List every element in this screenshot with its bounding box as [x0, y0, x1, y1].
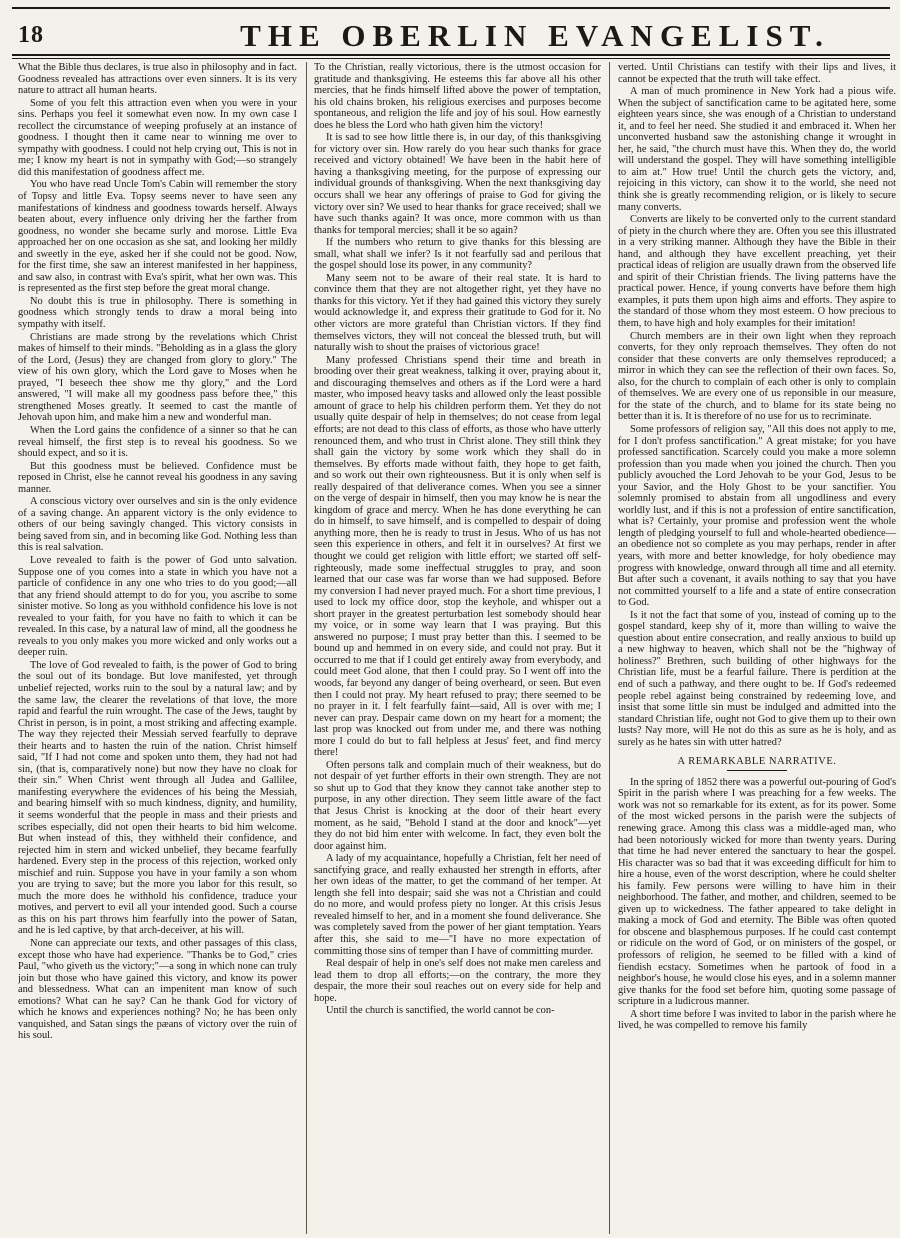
column-divider — [306, 62, 307, 1234]
paragraph: No doubt this is true in philosophy. There is something in goodness which strongly tends to draw a moral being into sympathy with itself. — [18, 295, 297, 331]
paragraph: Until the church is sanctified, the world cannot be con- — [326, 1005, 555, 1017]
section-title: A REMARKABLE NARRATIVE. — [677, 756, 837, 768]
paragraph: You who have read Uncle Tom's Cabin will remember the story of Topsy and little Eva. Topsy seems never to have seen any manifestations of kindness and goodness towards herself. Always beaten about, every influence only driving her the farther from goodness, no wonder she became surly and morose. Little Eva approached her on one occasion as she sat, and looking her mildly and sweetly in the eye, asked her if she could not be good. Now, for the first time, she saw an interest manifested in her happiness, and saw also, in contrast with Eva's spirit, what her own was. This is represented as the first step before the great moral change. — [18, 179, 297, 295]
column-1 — [18, 62, 297, 1234]
paragraph: Many professed Christians spend their time and breath in brooding over their great weakness, talking it over, praying about it, and discouraging themselves and others as if the Lord were a hard master, who imposed heavy tasks and allowed only the least possible amount of grace to help his children perform them. Yet they do not usually quite despair of help in themselves; do not cease from legal efforts; are not dead to this class of efforts, as those who have utterly renounced them, and who trust in Christ alone. They still think they shall gain the victory by some work which they shall do in themselves. By efforts made without faith, they hope to get faith, and so work out their own righteousness. But it is only when self is really despaired of that deliverance comes. When you see a sinner on the verge of despair in himself, then you may know he is near the kingdom of grace and mercy. When he has done everything he can do in himself, to save himself, and is compelled to despair of doing anything more, then he is ready to trust in Jesus. Who of us has not seen this experience in others, and felt it in ourselves? At first we thought we could get religion with little effort; we started off self-righteously, made some ineffectual struggles to pray, and soon learned that our case was far worse than we had supposed. Before my conversion I had never prayed much. For a short time previous, I used to lock my office door, stop the keyhole, and whisper out a short prayer in the greatest perturbation lest somebody should hear my voice, or in some way learn that I was praying. But this answered no purpose; I must pray better than this. I seemed to be bound up and hemmed in on every side, and could not pray. But it occurred to me that if I could get entirely away from everybody, and could meet God alone, that then I could pray. So I went off into the woods, far beyond any danger of being overheard, or seen. But even then I could not pray. My heart refused to pray; there seemed to be no prayer in it. I felt fearfully faint—said, All is over with me; I never can pray. Despair came down on my heart for a moment; the last prop was knocked out from under me, and there was nothing more I could do but to fall helpless at Jesus' feet, and find mercy there! — [314, 354, 601, 759]
masthead-title: THE OBERLIN EVANGELIST. — [240, 18, 830, 53]
page-header — [0, 4, 900, 53]
paragraph: The love of God revealed to faith, is the power of God to bring the soul out of its bondage. But love manifested, yet through unbelief rejected, works ruin to the soul by a natural law; and by the same law, the clearer the revelations of that love, the more rapid and fearful the ruin wrought. The case of the Jews, taught by Christ in person, is in point, a most striking and affecting example. The way they rejected their Messiah served fearfully to deprave their hearts and to hasten the ruin of the nation. Christ himself said, "If I had not come and spoken unto them, they had not had sin, (that is, comparatively none) but now they have no cloak for their sin." When Christ went through all Judea and Gallilee, manifesting everywhere the evidences of his being the Messiah, and bearing himself with so much kindness, dignity, and humility, it seems wonderful that the people in mass and their priests and scribes especially, did not open their hearts to bid him welcome. But when instead of this, they withheld their confidence, and rejected him in stern and wicked unbelief, they became fearfully hardened. Every step in the process of this rejection, worked only mischief and ruin. Suppose you have in your family a son whom you are trying to save; but the more you labor for this result, so much the more does he withhold his confidence, traduce your motives, and pervert to evil all your intended good. Such a course as this on his part throws him fearfully into the power of Satan, and he is led captive, by that arch-deceiver, at his will. — [18, 659, 297, 937]
paragraph: A short time before I was invited to labor in the parish where he lived, he was compelled to remove his family — [618, 1008, 896, 1032]
paragraph: It is sad to see how little there is, in our day, of this thanksgiving for victory over sin. How rarely do you hear such thanks for grace received and victory obtained! We have been in the habit here of having a thanksgiving meeting, for the purpose of expressing our individual grounds of thanksgiving. When the next thanksgiving day occurs shall we hear any offerings of praise to God for giving the victory over sin? We used to hear thanks for grace received; shall we have such thanks again? It was once, more common with us than thanks for temporal mercies; shall it be so again? — [314, 132, 601, 236]
header-bottom-rule-thin — [12, 58, 890, 59]
paragraph: What the Bible thus declares, is true also in philosophy and in fact. Goodness revealed has attractions over even sinners. It is its very nature to attract all human hearts. — [18, 62, 297, 97]
paragraph: If the numbers who return to give thanks for this blessing are small, what shall we infer? Is it not fearfully sad and perilous that the gospel should lose its power, in any community? — [314, 237, 601, 272]
header-bottom-rule — [12, 54, 890, 56]
paragraph: But this goodness must be believed. Confidence must be reposed in Christ, else he cannot reveal his goodness in any saving manner. — [18, 460, 297, 495]
paragraph: To the Christian, really victorious, there is the utmost occasion for gratitude and thanksgiving. He esteems this far above all his other mercies, that he finds himself lifted above the power of temptation, his old chains broken, his religious exercises and purposes become spontaneous, and religion the life and joy of his soul. How earnestly does he bless the Lord who hath given him the victory! — [314, 62, 601, 131]
paragraph: Some of you felt this attraction even when you were in your sins. Perhaps you feel it somewhat even now. In my own case I recollect the circumstance of weeping profusely at an instance of goodness. I thought then it came near to winning me over to sympathy with goodness. I could not help crying out, This is not in me; I know my heart is not in sympathy with God;—so strangely did this manifestation of goodness affect me. — [18, 97, 297, 178]
paragraph: A man of much prominence in New York had a pious wife. When the subject of sanctification came to be agitated here, some eighteen years since, she was enough of a Christian to understand it, and to feel her need. She studied it and embraced it. When her unconverted husband saw the astonishing change it wrought in her, he said, "the church must have this. When they do, the world will understand the gospel. They will have something intelligible to aim at." How true! Until the church gets the victory, and, rejoicing in this victory, can show it to the world, she need not think she is greatly recommending religion, or is likely to secure many converts. — [618, 86, 896, 213]
column-3 — [618, 62, 896, 1234]
paragraph: Church members are in their own light when they reproach converts, for they only reproach themselves. They often do not consider that these converts are only themselves reproduced; a mirror in which they can see the reflection of their own faces. So, also, for the church to complain of each other is only to complain of themselves. We are every one of us reponsible in our measure, for the state of the church, and to blame for its state being no better than it is. It is therefore of no use for us to recriminate. — [618, 330, 896, 423]
paragraph: Real despair of help in one's self does not make men careless and lead them to drop all efforts;—on the contrary, the more they despair, the more their soul reaches out on every side for help and hope. — [314, 958, 601, 1004]
page-number: 18 — [18, 22, 44, 48]
paragraph: In the spring of 1852 there was a powerful out-pouring of God's Spirit in the parish where I was preaching for a few weeks. The work was not so remarkable for its extent, as for its power. Some of the most wicked persons in the parish were the subjects of renewing grace. Among this class was a middle-aged man, who had been notoriously wicked for more than twenty years. During that time he had never entered the sanctuary to hear the gospel. His character was so bad that it was exceeding difficult for him to hire a house, even of the worst description, where he could shelter his family. Few persons were willing to have him in their neighborhood. The father, and mother, and children, seemed to be given up to wickedness. The father appeared to take delight in making a mock of God and eternity. The Bible was often quoted for obscene and blasphemous purposes. If he could cast contempt or ridicule on the word of God, or on ministers of the gospel, or professors of religion, he seemed to be filled with a kind of fiendish ecstacy. Sometimes when he partook of food in a neighbor's house, he would close his eyes, and in a solemn manner give thanks for the food set before him, quoting some passage of scripture in a ludicrous manner. — [618, 776, 896, 1008]
paragraph: Converts are likely to be converted only to the current standard of piety in the church where they are. Often you see this illustrated in a very striking manner. Although they have the Bible in their hand, and although they have excellent preaching, yet their practical ideas of religion are usually drawn from the observed life and spirit of their Christian friends. The living patterns have the practical power. Hence, if young converts have before them high examples, it puts them upon high aims and efforts. They aspire to the standard of those whom they most esteem. O how precious to them, to have high and holy examples for their imitation! — [618, 214, 896, 330]
paragraph: Is it not the fact that some of you, instead of coming up to the gospel standard, keep shy of it, more than willing to waive the question about entire consecration, and really anxious to build up a new highway to heaven, which shall not be the "highway of holiness?" Brethren, such building of other highways for the Christian life, must be a fearful failure. There is perdition at the end of such a pathway, and there ought to be. If God's redeemed people rebel against being constrained by redeeming love, and insist that some little sin must be indulged and admitted into the standard Christian life, ought not God to give them up to their own lusts? Nay more, will He not do this as sure as he is holy, and as surely as he hates sin with utter hatred? — [618, 609, 896, 748]
paragraph: Christians are made strong by the revelations which Christ makes of himself to their minds. "Beholding as in a glass the glory of the Lord, (Jesus) they are changed from glory to glory." The view of his own glory, which the Lord gave to Moses when he prayed, "I beseech thee show me thy glory," and the Lord answered, "I will make all my goodness pass before thee," this strengthened Moses greatly. It seemed to cast the mantle of Jehovah upon him, and make him a new and wonderful man. — [18, 331, 297, 424]
header-top-rule — [12, 7, 890, 9]
paragraph: Some professors of religion say, "All this does not apply to me, for I don't profess sanctification." A great mistake; for you have professed sanctification. Scarcely could you make a more solemn profession than you made when you joined the church. Then you publicly avouched the Lord Jehovah to be your God, Jesus to be your Savior, and the Holy Ghost to be your sanctifier. You solemnly promised to abstain from all ungodliness and every worldly lust, and if this is not a profession of entire sanctification, what is? Certainly, your promise and profession went the whole length of pledging yourself to full and whole-hearted obedience—an obedience not so complete as you may perhaps, render in after years, with more and better knowledge, for holy obedience may progress with knowledge, onward through all time and all eternity. But after such a covenant, it avails nothing to say that you have not committed yourself to a life and a state of entire consecration to God. — [618, 423, 896, 609]
section-title-rule — [727, 770, 787, 771]
paragraph: Love revealed to faith is the power of God unto salvation. Suppose one of you comes into a state in which you have not a particle of confidence in any one who tries to do you good;—all that any friend should attempt to do for you, you ascribe to some sinister motive. So long as you withhold confidence his love is not revealed to your faith, for you have no faith to which it can be revealed. In this case, by a natural law of mind, all the goodness he reveals to you only makes you more wicked and only works out a deeper ruin. — [18, 554, 297, 659]
paragraph: None can appreciate our texts, and other passages of this class, except those who have had experience. "Thanks be to God," cries Paul, "who giveth us the victory;"—a song in which none can truly join but those who have gained this victory, and know its power and blessedness. What can an impenitent man know of such emotions? What can he say? Can he thank God for victory of which he knows and experiences nothing? No; he has been only vanquished, and Satan sings the pæans of victory over the ruin of his soul. — [18, 938, 297, 1042]
paragraph: A conscious victory over ourselves and sin is the only evidence of a saving change. An apparent victory is the only evidence to others of our being savingly changed. This victory consists in being saved from sin, and in becoming like God. Nothing less than this is real salvation. — [18, 496, 297, 554]
paragraph: Often persons talk and complain much of their weakness, but do not despair of yet further efforts in their own strength. They are not so shut up to God that they know they cannot take another step to purpose, in any other direction. They seem little aware of the fact that Jesus Christ is knocking at the door of their heart every moment, as he said, "Behold I stand at the door and knock"—yet they do not bid him enter with welcome. In fact, they even bolt the door against him. — [314, 759, 601, 852]
column-divider — [609, 62, 610, 1234]
paragraph: verted. Until Christians can testify with their lips and lives, it cannot be expected that the truth will take effect. — [618, 62, 896, 85]
paragraph: When the Lord gains the confidence of a sinner so that he can reveal himself, the first step is to reveal his goodness. So we should expect, and so it is. — [18, 424, 297, 460]
paragraph: Many seem not to be aware of their real state. It is hard to convince them that they are not altogether right, yet they have no thanks for this victory. Yet if they had gained this victory they surely would acknowledge it, and express their gratitude to God for it. No other victors are more grateful than Christian victors. If they find themselves victors, they will not conceal the blessed truth, but will naturally wish to shout the praises of victorious grace! — [314, 272, 601, 354]
paragraph: A lady of my acquaintance, hopefully a Christian, felt her need of sanctifying grace, and really exhausted her strength in efforts, after her own ideas of the matter, to get the command of her temper. At length she fell into despair; said she was not a Christian and could do no more, and would profess piety no longer. At this crisis Jesus revealed himself to her, and in a moment she found deliverance. She was completely saved from the power of her giant temptation. Years after this, she said to me—"I have no more expectation of committing those sins of temper than I have of committing murder. — [314, 853, 601, 957]
column-2 — [314, 62, 601, 1234]
